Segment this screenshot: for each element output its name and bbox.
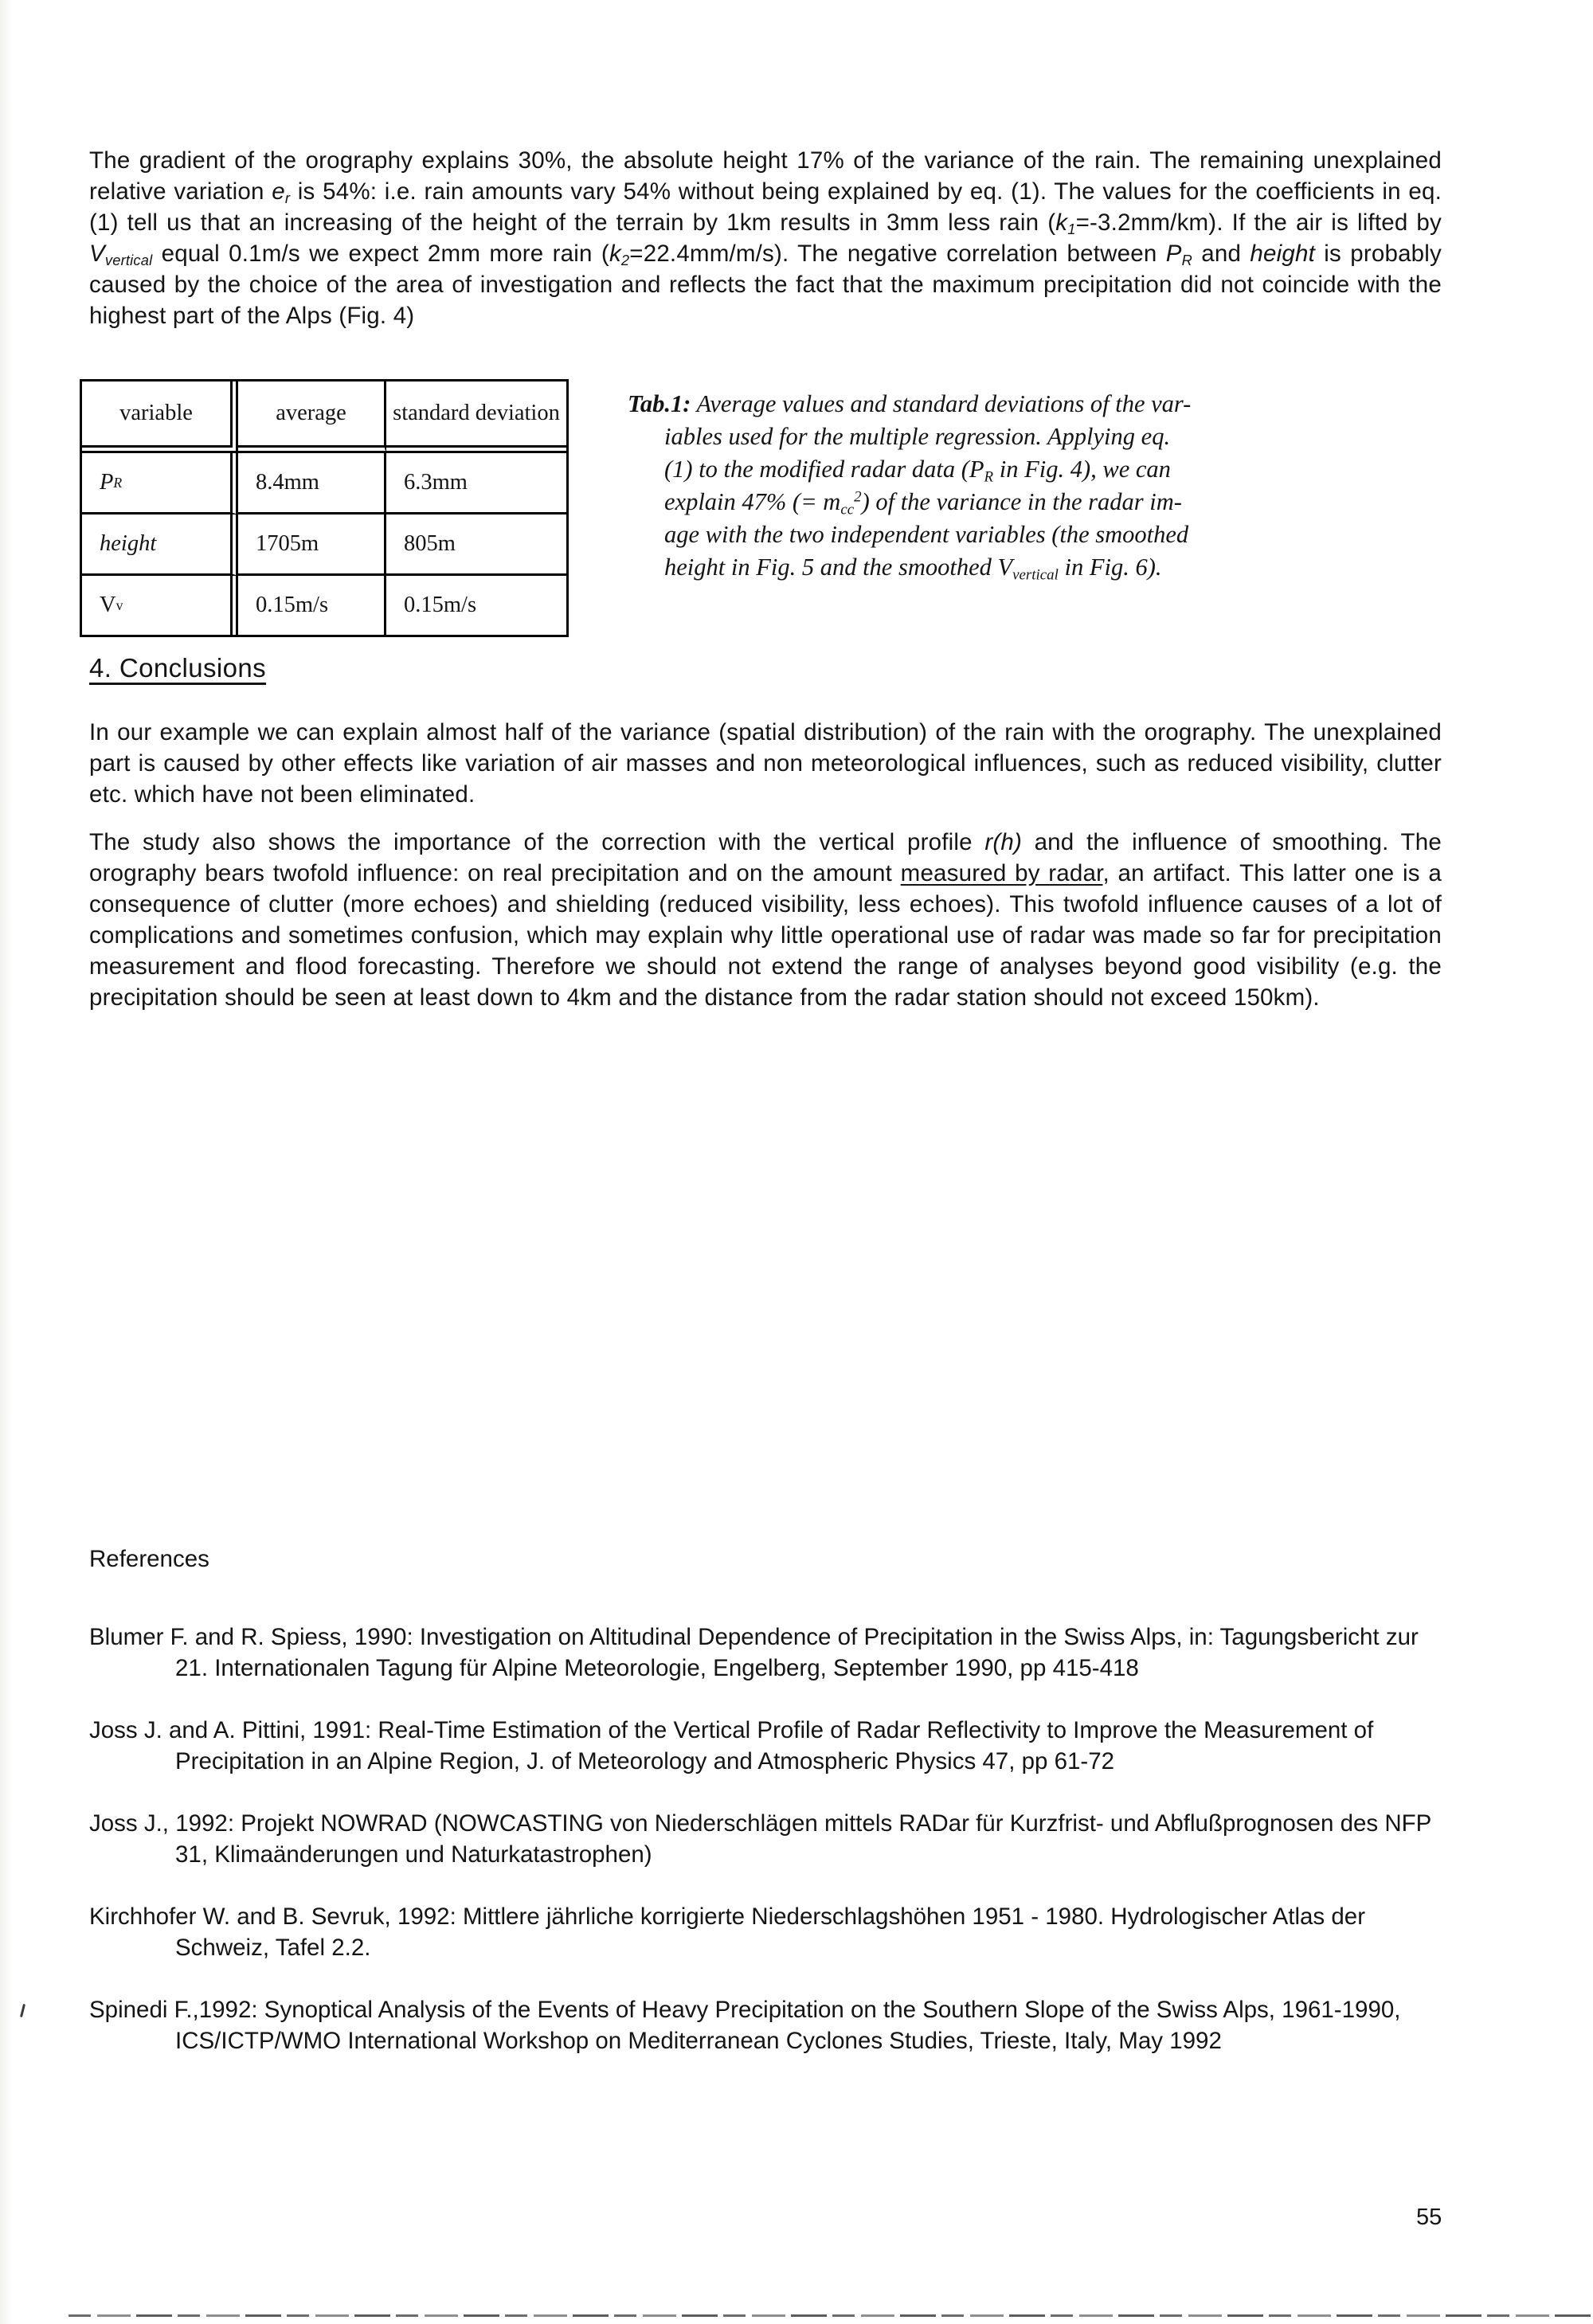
cell-variable: V — [100, 593, 116, 617]
cell-average: 8.4mm — [238, 453, 386, 514]
reference-item: Blumer F. and R. Spiess, 1990: Investigation on Altitudinal Dependence of Precipitation in the Swiss Alps, in: Tagungsbericht zur 21. Internationalen Tagung für Alpine Meteorologie, Engelberg, September 1990, pp 415-418 — [89, 1624, 1419, 1681]
intro-paragraph — [89, 145, 1442, 331]
caption-text: Average values and standard deviations of the var- — [691, 390, 1192, 417]
var-v-sub: vertical — [104, 252, 153, 269]
var-k2-sub: 2 — [620, 252, 630, 269]
reference-item: Joss J. and A. Pittini, 1991: Real-Time Estimation of the Vertical Profile of Radar Reflectivity to Improve the Measurement of Precipitation in an Alpine Region, J. of Meteorology and Atmospheric Physics 47, pp 61-72 — [89, 1717, 1374, 1774]
caption-sup: 2 — [854, 488, 862, 506]
var-height: height — [1250, 241, 1315, 267]
table-row: V v — [82, 576, 238, 635]
references-list — [89, 1622, 1448, 2087]
reference-item: Kirchhofer W. and B. Sevruk, 1992: Mittlere jährliche korrigierte Niederschlagshöhen 1951 - 1980. Hydrologischer Atlas der Schweiz, Tafel 2.2. — [89, 1903, 1366, 1961]
intro-text: equal 0.1m/s we expect 2mm more rain ( — [152, 241, 609, 267]
intro-text: is 54%: i.e. rain amounts vary 54% without being explained by eq. (1). The values for the coefficients in eq. (1) tell us that an increasing of the height of the terrain by 1km results in 3mm less rain ( — [89, 178, 1442, 236]
var-rh: r(h) — [984, 829, 1022, 855]
caption-text: (1) to the modified radar data (P — [664, 456, 984, 483]
table-header-variable: variable — [82, 381, 238, 453]
intro-text: and — [1192, 241, 1251, 267]
cell-average: 1705m — [238, 514, 386, 576]
var-k1: k — [1055, 209, 1068, 236]
caption-sub: R — [984, 468, 994, 486]
conclusions-text: and the influence of smoothing. The orography bears twofold influence: on real precipitation and on the amount — [89, 829, 1442, 886]
table-header-average: average — [238, 381, 386, 453]
intro-text: =22.4mm/m/s). The negative correlation between — [629, 241, 1166, 267]
caption-line — [628, 388, 1344, 421]
caption-line — [628, 421, 1344, 453]
underlined-phrase: measured by radar — [900, 860, 1103, 886]
conclusions-paragraph-2 — [89, 827, 1442, 1013]
var-v: V — [89, 241, 105, 267]
conclusions-paragraph-1: In our example we can explain almost half of the variance (spatial distribution) of the rain with the orography. The unexplained part is caused by other effects like variation of air masses and non meteorological influences, such as reduced visibility, clutter etc. which have not been eliminated. — [89, 719, 1442, 808]
caption-text: height in Fig. 5 and the smoothed V — [664, 554, 1013, 581]
table-header-std: standard deviation — [386, 381, 566, 453]
cell-variable: height — [100, 531, 157, 556]
intro-text: is probably caused by the choice of the area of investigation and reflects the fact that the maximum precipitation did not coincide with the highest part of the Alps (Fig. 4) — [89, 241, 1442, 329]
caption-text: in Fig. 6). — [1058, 554, 1162, 581]
caption-line — [628, 486, 1344, 518]
cell-std: 6.3mm — [386, 453, 566, 514]
caption-line — [628, 518, 1344, 551]
page-number: 55 — [1416, 2205, 1442, 2230]
caption-label: Tab.1: — [628, 390, 691, 417]
intro-text: The gradient of the orography explains 30%, the absolute height 17% of the variance of the rain. The remaining unexplained relative variation — [89, 147, 1442, 205]
var-e: e — [272, 178, 285, 205]
references-heading: References — [89, 1546, 209, 1572]
caption-text: age with the two independent variables (the smoothed — [664, 521, 1189, 548]
conclusions-text: The study also shows the importance of the correction with the vertical profile — [89, 829, 985, 855]
caption-text: ) of the variance in the radar im- — [861, 488, 1182, 515]
section-heading-conclusions: 4. Conclusions — [89, 653, 267, 683]
conclusions-text: , an artifact. This latter one is a consequence of clutter (more echoes) and shielding (reduced visibility, less echoes). This twofold influence causes of a lot of complications and sometimes confusion, which may explain why little operational use of radar was made so far for precipitation measurement and flood forecasting. Therefore we should not extend the range of analyses beyond good visibility (e.g. the precipitation should be seen at least down to 4km and the distance from the radar station should not exceed 150km). — [89, 860, 1442, 1011]
var-e-sub: r — [284, 190, 291, 207]
table-tab1 — [80, 379, 569, 637]
caption-text: explain 47% (= m — [664, 488, 841, 515]
table-row: P R — [82, 453, 238, 514]
cell-variable: P — [100, 470, 114, 495]
reference-item: Joss J., 1992: Projekt NOWRAD (NOWCASTING von Niederschlägen mittels RADar für Kurzfrist- und Abflußprognosen des NFP 31, Klimaänderungen und Naturkatastrophen) — [89, 1810, 1431, 1868]
var-k1-sub: 1 — [1067, 221, 1076, 238]
cell-std: 805m — [386, 514, 566, 576]
var-k2: k — [609, 241, 621, 267]
caption-line — [628, 551, 1344, 584]
table-row — [82, 514, 238, 576]
caption-sub: cc — [840, 501, 855, 518]
scan-edge-line — [68, 2314, 1593, 2317]
caption-text: in Fig. 4), we can — [993, 456, 1171, 483]
var-pr-sub: R — [1181, 252, 1192, 269]
reference-item: Spinedi F.,1992: Synoptical Analysis of the Events of Heavy Precipitation on the Southern Slope of the Swiss Alps, 1961-1990, ICS/ICTP/WMO International Workshop on Mediterranean Cyclones Studies, Trieste, Italy, May 1992 — [89, 1997, 1401, 2054]
intro-text: =-3.2mm/km). If the air is lifted by — [1075, 209, 1442, 236]
var-pr: P — [1165, 241, 1182, 267]
caption-line — [628, 453, 1344, 486]
scan-artifact-mark — [20, 2004, 25, 2017]
cell-average: 0.15m/s — [238, 576, 386, 635]
caption-text: iables used for the multiple regression. Applying eq. — [664, 423, 1171, 450]
table-caption — [628, 388, 1344, 584]
caption-sub: vertical — [1012, 566, 1059, 584]
cell-std: 0.15m/s — [386, 576, 566, 635]
